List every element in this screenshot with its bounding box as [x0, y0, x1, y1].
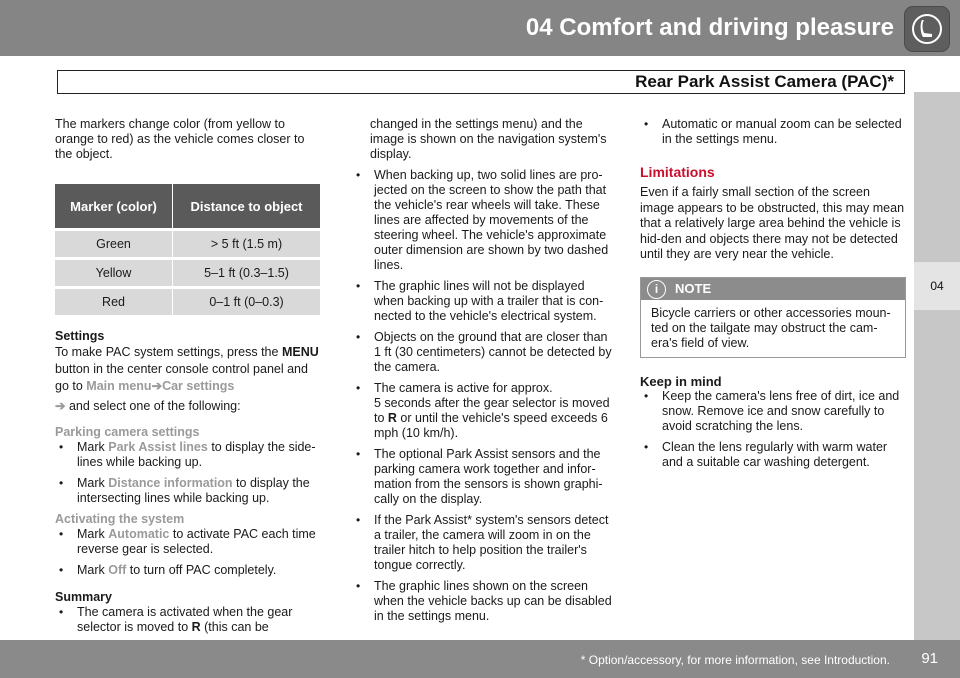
note-box: [640, 277, 906, 358]
parking-camera-list: [55, 440, 320, 506]
chapter-tab[interactable]: 04: [914, 262, 960, 310]
footer-note: * Option/accessory, for more information, see Introduction.: [580, 653, 890, 667]
arrow-icon: ➔: [151, 379, 163, 393]
list-item: • When backing up, two solid lines are pro-jected on the screen to show the path that the vehicle's rear wheels will take. These lines are affected by movements of the steering wheel. The vehicle's approximate outer dimension are shown by two dashed lines.: [352, 168, 614, 273]
section-title-box: [57, 70, 905, 94]
info-icon: i: [647, 280, 666, 299]
arrow-icon: ➔: [55, 399, 66, 413]
table-cell: 0–1 ft (0–0.3): [173, 288, 320, 316]
list-item: • The optional Park Assist sensors and the parking camera work together and infor-mation from the sensors is shown graphi-cally on the display.: [352, 447, 614, 507]
note-header: [641, 278, 905, 300]
list-item: • Automatic or manual zoom can be selected in the settings menu.: [640, 117, 906, 147]
page-number: 91: [921, 650, 938, 667]
page-footer: [0, 640, 960, 678]
parking-camera-heading: Parking camera settings: [55, 425, 200, 439]
list-item: • If the Park Assist* system's sensors detect a trailer, the camera will zoom in on the trailer hitch to help position the trailer's tongue correctly.: [352, 513, 614, 573]
list-item: • Mark Off to turn off PAC completely.: [55, 563, 320, 578]
section-title: Rear Park Assist Camera (PAC)*: [635, 72, 894, 91]
menu-path-car-settings: Car settings: [162, 379, 235, 393]
chapter-title: 04 Comfort and driving pleasure: [525, 14, 894, 41]
settings-paragraph: To make PAC system settings, press the MENU button in the center console control panel and go to Main menu➔Car settings: [55, 345, 319, 393]
column-1: [55, 117, 320, 641]
camera-info-list: [352, 168, 614, 624]
column-2: [352, 117, 614, 630]
table-cell: Red: [55, 288, 173, 316]
limitations-paragraph: Even if a fairly small section of the screen image appears to be obstructed, this may mean that a relatively large area behind the vehicle is hid-den and objects there may not be detected until they are very near the vehicle.: [640, 185, 905, 261]
intro-paragraph: The markers change color (from yellow to orange to red) as the vehicle comes closer to the object.: [55, 117, 305, 161]
table-row: [55, 288, 320, 316]
menu-path-main: Main menu: [86, 379, 152, 393]
list-item: • Objects on the ground that are closer than 1 ft (30 centimeters) cannot be detected by the camera.: [352, 330, 614, 375]
list-item: • Clean the lens regularly with warm water and a suitable car washing detergent.: [640, 440, 906, 470]
table-cell: Yellow: [55, 259, 173, 288]
side-bar: [914, 92, 960, 640]
list-item: • The graphic lines shown on the screen when the vehicle backs up can be disabled in the settings menu.: [352, 579, 614, 624]
settings-select-line: ➔ and select one of the following:: [55, 399, 241, 413]
car-seat-icon: [904, 6, 950, 52]
marker-table: [55, 184, 320, 315]
note-label: NOTE: [675, 280, 712, 296]
chapter-header: [0, 0, 960, 56]
keep-in-mind-heading: Keep in mind: [640, 373, 722, 389]
table-row: [55, 259, 320, 288]
activating-heading: Activating the system: [55, 512, 185, 526]
table-cell: 5–1 ft (0.3–1.5): [173, 259, 320, 288]
settings-heading: Settings: [55, 329, 105, 343]
table-header: Marker (color): [55, 184, 173, 230]
table-cell: Green: [55, 230, 173, 259]
list-item: • Mark Distance information to display the intersecting lines while backing up.: [55, 476, 320, 506]
continuation-paragraph: changed in the settings menu) and the image is shown on the navigation system's display.: [370, 117, 607, 161]
list-item: • Keep the camera's lens free of dirt, ice and snow. Remove ice and snow carefully to avoid scratching the lens.: [640, 389, 906, 434]
keep-in-mind-list: [640, 389, 906, 470]
list-item: • The graphic lines will not be displayed when backing up with a trailer that is con-nected to the vehicle's electrical system.: [352, 279, 614, 324]
list-item: • The camera is active for approx. 5 seconds after the gear selector is moved to R or until the vehicle's speed exceeds 6 mph (10 km/h).: [352, 381, 614, 441]
list-item: • Mark Automatic to activate PAC each time reverse gear is selected.: [55, 527, 320, 557]
note-text: Bicycle carriers or other accessories moun-ted on the tailgate may obstruct the cam-era's field of view.: [651, 305, 891, 350]
zoom-list: [640, 117, 906, 147]
table-cell: > 5 ft (1.5 m): [173, 230, 320, 259]
activating-list: [55, 527, 320, 578]
summary-list: [55, 605, 320, 635]
menu-button-label: MENU: [281, 345, 319, 359]
limitations-heading: Limitations: [640, 164, 715, 180]
table-row: [55, 230, 320, 259]
table-header: Distance to object: [173, 184, 320, 230]
summary-heading: Summary: [55, 590, 112, 604]
column-3: [640, 117, 906, 476]
list-item: • The camera is activated when the gear selector is moved to R (this can be: [55, 605, 320, 635]
list-item: • Mark Park Assist lines to display the side-lines while backing up.: [55, 440, 320, 470]
